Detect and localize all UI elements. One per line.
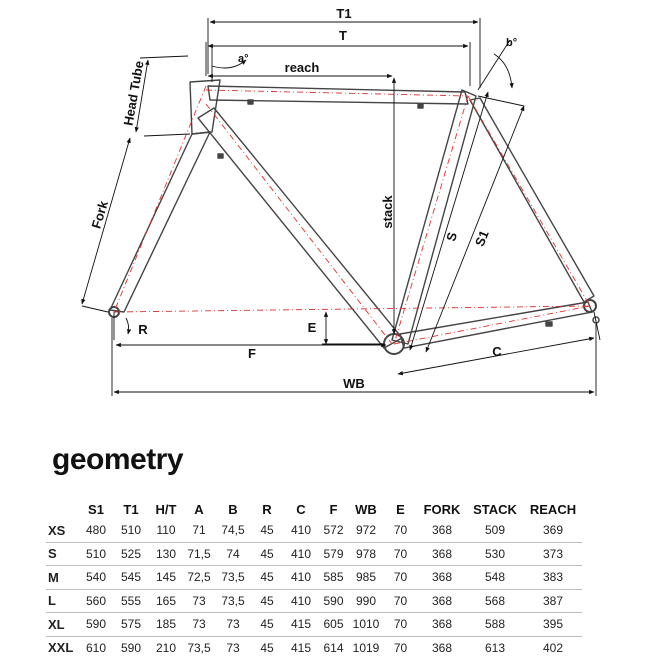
label-stack: stack <box>380 195 395 229</box>
label-e: E <box>307 320 317 335</box>
table-cell: 74,5 <box>216 519 250 542</box>
table-cell: 185 <box>150 613 182 637</box>
table-cell: 368 <box>418 613 466 637</box>
label-s: S <box>443 230 461 243</box>
table-body <box>46 519 582 659</box>
table-cell: 402 <box>542 640 564 655</box>
table-cell: 572 <box>318 519 349 542</box>
header-wb: WB <box>355 501 377 517</box>
label-s1: S1 <box>471 228 492 249</box>
table-cell: 71,5 <box>182 542 216 566</box>
table-cell: 410 <box>284 542 318 566</box>
table-cell: 585 <box>318 566 349 590</box>
seat-stay <box>470 98 594 302</box>
table-cell: 73 <box>182 589 216 613</box>
table-cell: 555 <box>112 589 150 613</box>
table-cell: 978 <box>349 542 383 566</box>
header-c: C <box>296 501 306 517</box>
table-cell: 73 <box>182 613 216 637</box>
table-cell: 530 <box>466 542 524 566</box>
table-cell: 990 <box>349 589 383 613</box>
table-cell: 70 <box>383 542 418 566</box>
table-cell: 71 <box>182 519 216 542</box>
label-c: C <box>492 344 502 359</box>
rear-dropout <box>584 300 599 323</box>
header-a: A <box>194 501 204 517</box>
table-cell: 985 <box>349 566 383 590</box>
header-h-t: H/T <box>155 501 177 517</box>
table-cell: 369 <box>524 519 582 542</box>
label-r: R <box>138 322 148 337</box>
table-cell: 368 <box>418 589 466 613</box>
label-fork: Fork <box>88 199 111 231</box>
table-cell: 548 <box>466 566 524 590</box>
table-cell: 590 <box>318 589 349 613</box>
frame-centerlines <box>114 86 590 344</box>
table-row <box>46 566 582 590</box>
table-cell: 525 <box>112 542 150 566</box>
table-cell: 579 <box>318 542 349 566</box>
table-cell: 368 <box>418 542 466 566</box>
header-reach: REACH <box>529 501 577 517</box>
table-cell: 1010 <box>349 613 383 637</box>
table-cell: 145 <box>150 566 182 590</box>
table-cell: 72,5 <box>182 566 216 590</box>
table-cell: 74 <box>216 542 250 566</box>
table-cell: 415 <box>290 640 312 655</box>
table-cell: 410 <box>284 566 318 590</box>
table-cell: 410 <box>284 589 318 613</box>
table-cell: 368 <box>431 640 453 655</box>
dimension-lines <box>82 18 600 396</box>
seat-tube <box>392 90 476 344</box>
header-b: B <box>228 501 238 517</box>
size-label: L <box>46 589 80 613</box>
table-cell: 70 <box>383 589 418 613</box>
table-cell: 415 <box>284 613 318 637</box>
header-stack: STACK <box>473 501 517 517</box>
table-cell: 614 <box>323 640 344 655</box>
table-cell: 70 <box>383 566 418 590</box>
table-cell: 509 <box>466 519 524 542</box>
table-cell: 560 <box>80 589 112 613</box>
table-cell: 45 <box>250 566 284 590</box>
table-cell: 73 <box>226 640 240 655</box>
table-cell: 130 <box>150 542 182 566</box>
geometry-table <box>46 499 582 659</box>
table-cell: 510 <box>112 519 150 542</box>
label-t1: T1 <box>336 6 352 21</box>
fork-blades <box>110 132 210 312</box>
table-cell: 45 <box>250 613 284 637</box>
table-cell: 70 <box>383 519 418 542</box>
table-row <box>46 613 582 637</box>
label-reach: reach <box>284 60 320 75</box>
table-cell: 165 <box>150 589 182 613</box>
bike-frame <box>109 80 599 354</box>
header-size <box>46 499 80 519</box>
label-b-angle: b° <box>506 37 518 49</box>
table-cell: 605 <box>318 613 349 637</box>
table-cell: 70 <box>393 640 408 655</box>
table-header-row <box>46 499 582 519</box>
table-cell: 395 <box>524 613 582 637</box>
table-cell: 1019 <box>352 640 380 655</box>
table-cell: 45 <box>250 519 284 542</box>
table-cell: 110 <box>150 519 182 542</box>
header-e: E <box>396 501 405 517</box>
label-t: T <box>339 28 347 43</box>
table-row <box>46 589 582 613</box>
size-label: XL <box>46 613 80 637</box>
table-row <box>46 519 582 542</box>
table-cell: 45 <box>250 589 284 613</box>
table-cell: 368 <box>418 519 466 542</box>
table-cell: 45 <box>250 542 284 566</box>
chain-stay <box>400 302 592 348</box>
table-cell: 73,5 <box>187 640 211 655</box>
table-cell: 210 <box>155 640 177 655</box>
header-s1: S1 <box>88 501 104 517</box>
table-cell: 368 <box>418 566 466 590</box>
table-cell: 610 <box>85 640 107 655</box>
down-tube <box>198 108 402 348</box>
table-cell: 590 <box>80 613 112 637</box>
header-f: F <box>329 501 338 517</box>
header-fork: FORK <box>423 501 461 517</box>
table-cell: 480 <box>80 519 112 542</box>
table-cell: 972 <box>349 519 383 542</box>
table-cell: 410 <box>284 519 318 542</box>
label-wb: WB <box>343 376 365 391</box>
table-cell: 590 <box>120 640 142 655</box>
table-cell: 568 <box>466 589 524 613</box>
table-cell: 510 <box>80 542 112 566</box>
table-cell: 373 <box>524 542 582 566</box>
size-label: XS <box>46 519 80 542</box>
table-cell: 73,5 <box>216 566 250 590</box>
table-cell: 383 <box>524 566 582 590</box>
size-label: M <box>46 566 80 590</box>
table-cell: 70 <box>383 613 418 637</box>
table-row <box>46 542 582 566</box>
table-cell: 73 <box>216 613 250 637</box>
table-cell: 588 <box>466 613 524 637</box>
size-label: S <box>46 542 80 566</box>
section-title: geometry <box>52 443 184 476</box>
table-cell: 540 <box>80 566 112 590</box>
table-cell: 45 <box>260 640 274 655</box>
table-cell: 575 <box>112 613 150 637</box>
header-r: R <box>262 501 272 517</box>
table-cell: 545 <box>112 566 150 590</box>
label-a-angle: a° <box>238 53 249 65</box>
table-cell: 73,5 <box>216 589 250 613</box>
table-cell: 387 <box>524 589 582 613</box>
size-label: XXL <box>48 640 74 656</box>
label-f: F <box>248 346 256 361</box>
label-head-tube: Head Tube <box>120 59 147 127</box>
header-t1: T1 <box>123 501 139 517</box>
table-cell: 613 <box>484 640 506 655</box>
